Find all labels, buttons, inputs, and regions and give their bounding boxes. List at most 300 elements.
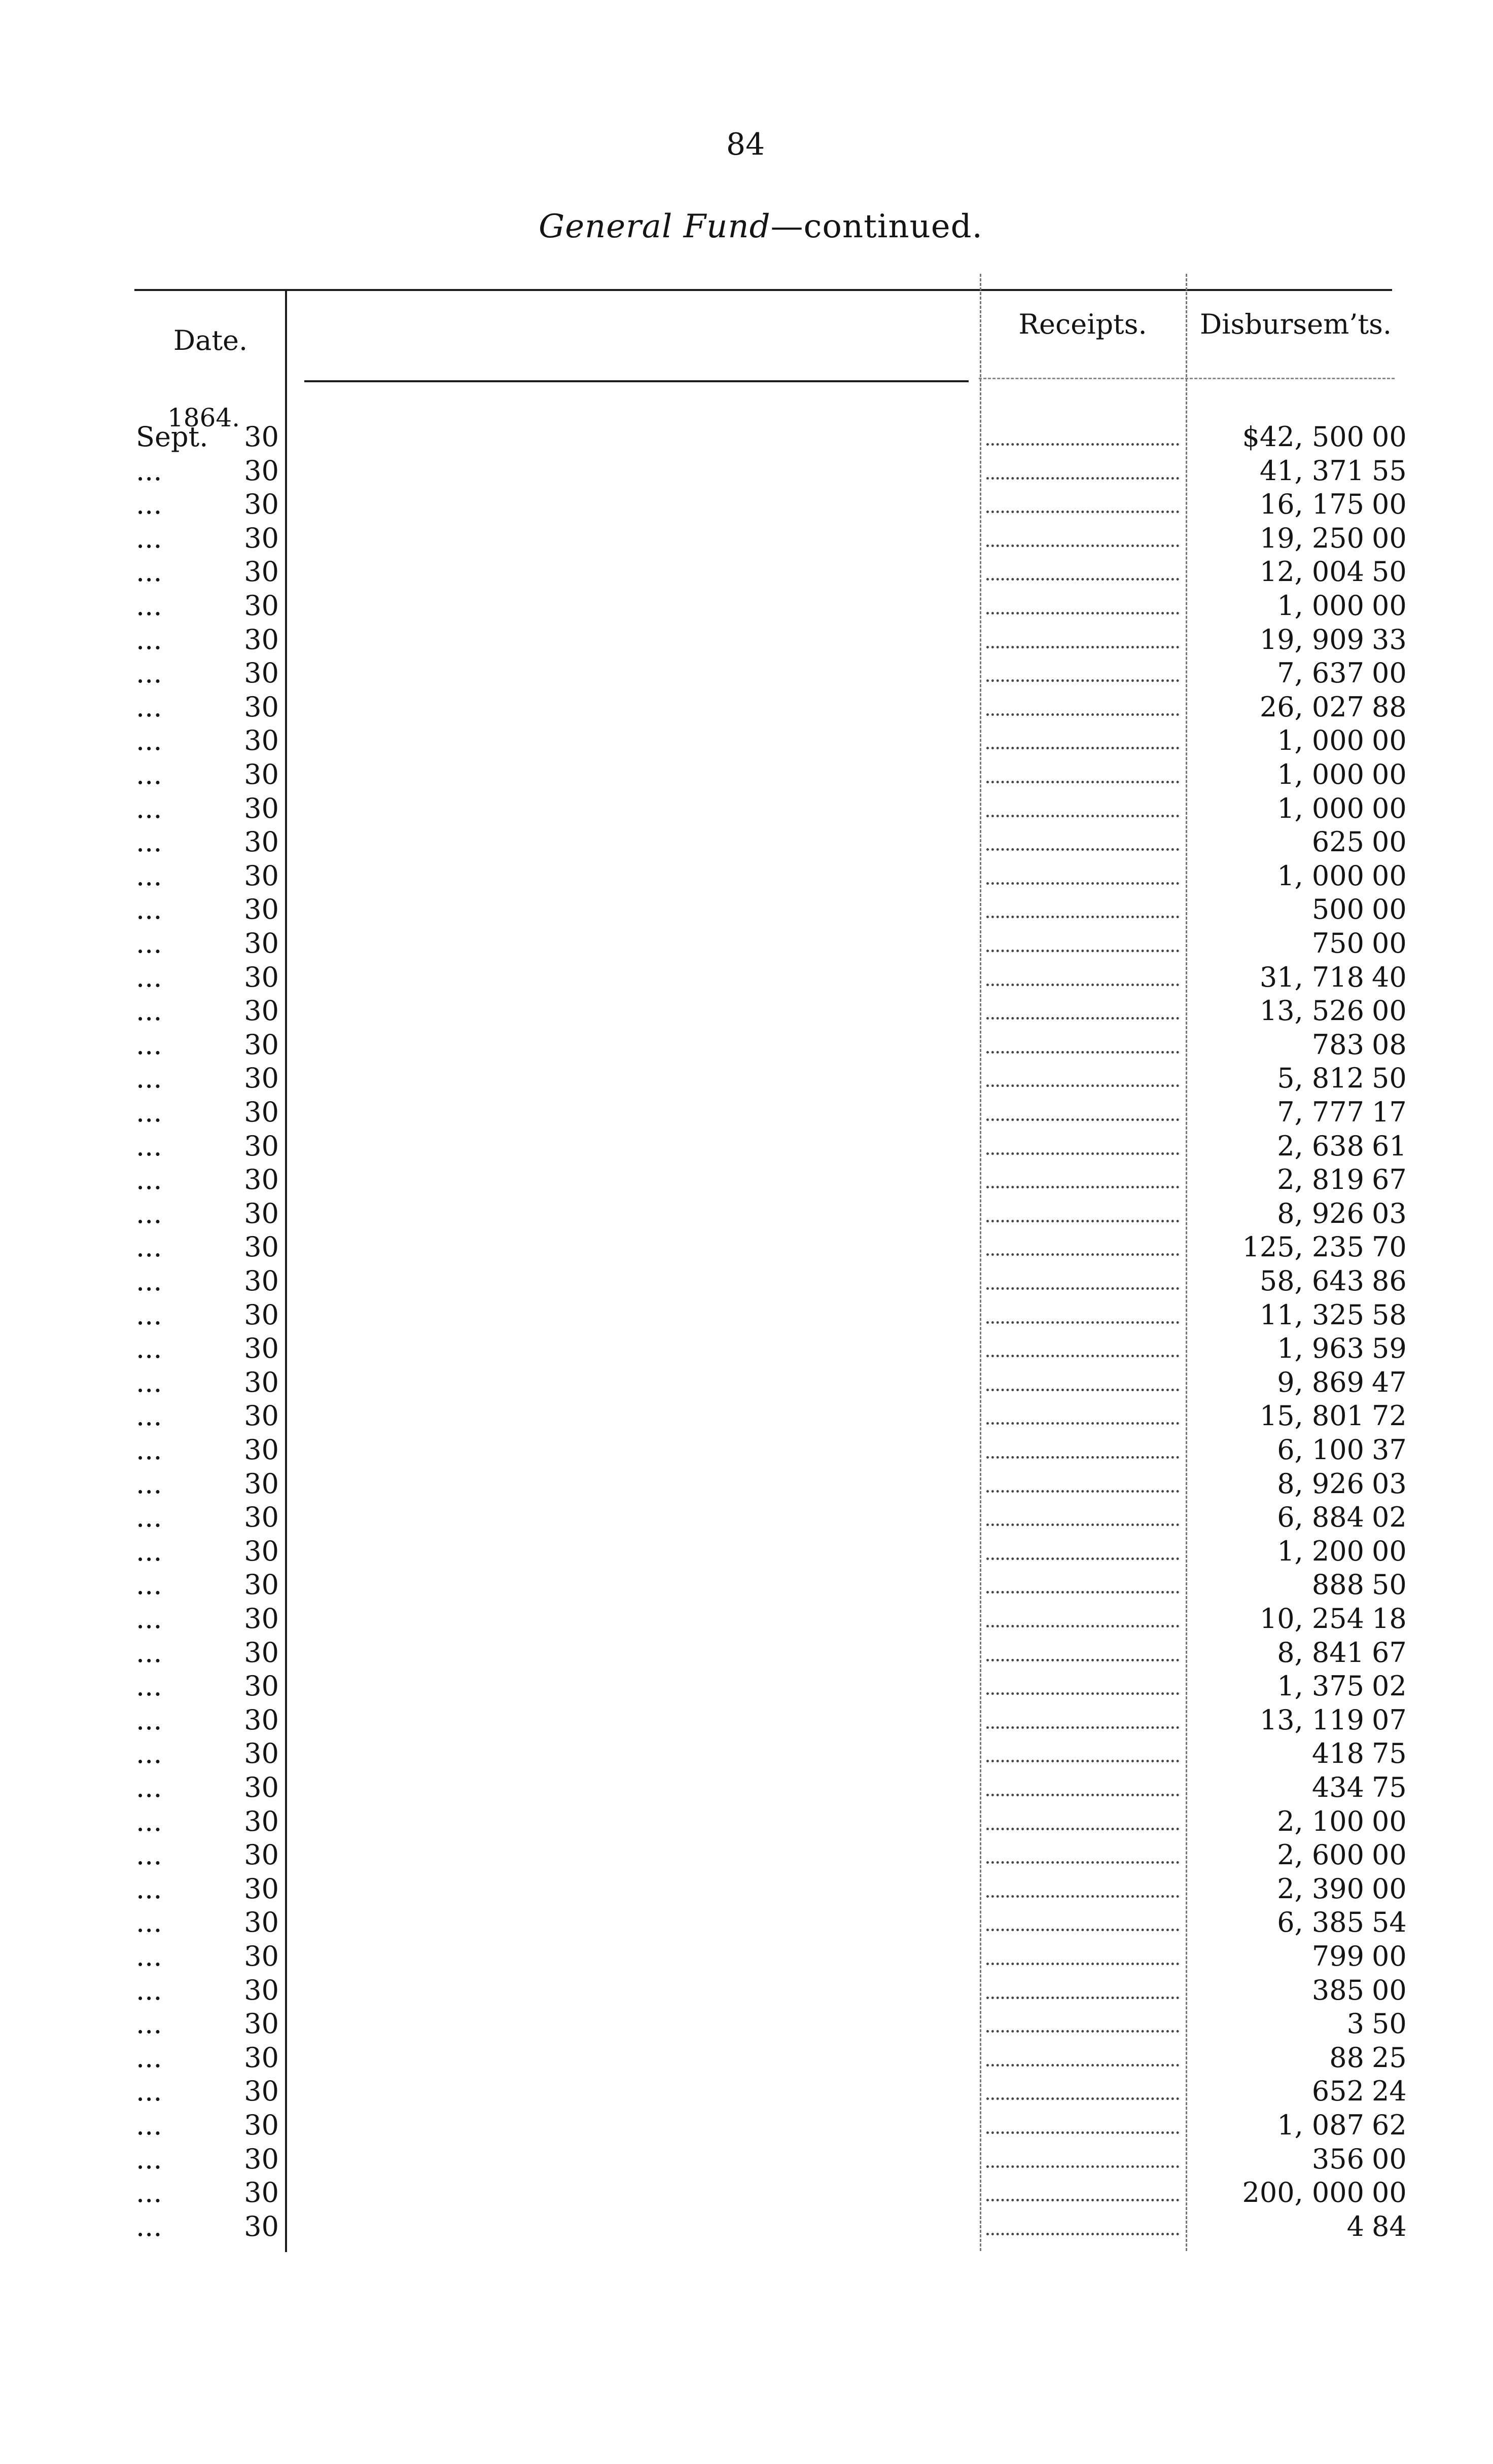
row-cents: 07	[1372, 1704, 1407, 1736]
ledger-row	[0, 723, 1493, 757]
ledger-row	[0, 1467, 1493, 1501]
row-month: ...	[136, 1298, 162, 1331]
row-dollars: 4	[1346, 2210, 1364, 2242]
receipts-blank	[986, 1794, 1179, 1796]
ledger-row	[0, 1939, 1493, 1973]
row-month: ...	[136, 2177, 162, 2209]
row-dollars: 418	[1311, 1737, 1364, 1770]
row-month: ...	[136, 1231, 162, 1263]
row-dollars: 434	[1311, 1771, 1364, 1803]
row-cents: 00	[1372, 421, 1407, 453]
receipts-blank	[986, 916, 1179, 918]
receipts-blank	[986, 646, 1179, 648]
row-cents: 62	[1372, 2109, 1407, 2141]
row-cents: 18	[1372, 1603, 1407, 1635]
row-cents: 67	[1372, 1164, 1407, 1196]
ledger-row	[0, 1399, 1493, 1433]
row-day: 30	[244, 1028, 279, 1061]
row-cents: 58	[1372, 1298, 1407, 1331]
row-day: 30	[244, 826, 279, 858]
row-day: 30	[244, 758, 279, 790]
ledger-row	[0, 2108, 1493, 2142]
row-cents: 00	[1372, 893, 1407, 926]
ledger-row	[0, 1838, 1493, 1872]
row-dollars: 625	[1311, 826, 1364, 858]
receipts-blank	[986, 679, 1179, 682]
row-day: 30	[244, 1603, 279, 1635]
ledger-row	[0, 2007, 1493, 2041]
row-day: 30	[244, 1265, 279, 1297]
ledger-row	[0, 1095, 1493, 1129]
row-dollars: 13, 526	[1259, 995, 1364, 1027]
ledger-row	[0, 1534, 1493, 1568]
row-dollars: 15, 801	[1259, 1400, 1364, 1432]
row-cents: 88	[1372, 691, 1407, 723]
receipts-blank	[986, 984, 1179, 986]
top-rule	[134, 289, 1392, 291]
row-day: 30	[244, 691, 279, 723]
row-month: ...	[136, 1265, 162, 1297]
receipts-blank	[986, 2030, 1179, 2033]
row-day: 30	[244, 1434, 279, 1466]
row-dollars: 9, 869	[1277, 1366, 1364, 1398]
receipts-blank	[986, 612, 1179, 614]
row-cents: 33	[1372, 623, 1407, 656]
receipts-blank	[986, 1524, 1179, 1526]
row-cents: 70	[1372, 1231, 1407, 1263]
ledger-row	[0, 454, 1493, 488]
row-dollars: 8, 926	[1277, 1467, 1364, 1500]
row-month: ...	[136, 1501, 162, 1534]
ledger-row	[0, 420, 1493, 454]
ledger-row	[0, 1602, 1493, 1636]
row-cents: 00	[1372, 488, 1407, 521]
row-day: 30	[244, 2075, 279, 2108]
receipts-blank	[986, 1152, 1179, 1155]
receipts-blank	[986, 781, 1179, 783]
row-cents: 54	[1372, 1906, 1407, 1939]
ledger-row	[0, 1197, 1493, 1230]
row-dollars: 500	[1311, 893, 1364, 926]
row-dollars: 2, 638	[1277, 1130, 1364, 1162]
ledger-row	[0, 1736, 1493, 1770]
row-day: 30	[244, 1164, 279, 1196]
ledger-row	[0, 825, 1493, 859]
receipts-blank	[986, 1422, 1179, 1425]
receipts-blank	[986, 950, 1179, 952]
row-day: 30	[244, 2210, 279, 2242]
row-month: ...	[136, 522, 162, 554]
row-day: 30	[244, 792, 279, 824]
row-dollars: 6, 100	[1277, 1434, 1364, 1466]
row-month: ...	[136, 691, 162, 723]
year-label: 1864.	[167, 403, 240, 432]
row-cents: 24	[1372, 2075, 1407, 2108]
ledger-row	[0, 1500, 1493, 1534]
ledger-row	[0, 926, 1493, 960]
row-month: ...	[136, 1771, 162, 1803]
ledger-row	[0, 623, 1493, 657]
row-month: ...	[136, 1670, 162, 1702]
receipts-blank	[986, 1321, 1179, 1324]
row-month: ...	[136, 1400, 162, 1432]
row-month: ...	[136, 1636, 162, 1669]
row-cents: 00	[1372, 1839, 1407, 1871]
receipts-blank	[986, 1895, 1179, 1898]
row-day: 30	[244, 1670, 279, 1702]
row-month: ...	[136, 1704, 162, 1736]
row-dollars: $42, 500	[1242, 421, 1364, 453]
row-day: 30	[244, 961, 279, 993]
ledger-row	[0, 2209, 1493, 2243]
row-day: 30	[244, 1332, 279, 1365]
ledger-row	[0, 1636, 1493, 1670]
row-month: ...	[136, 792, 162, 824]
row-day: 30	[244, 1872, 279, 1905]
row-cents: 47	[1372, 1366, 1407, 1398]
row-month: ...	[136, 590, 162, 622]
receipts-blank	[986, 1692, 1179, 1695]
ledger-row	[0, 1804, 1493, 1838]
row-day: 30	[244, 1771, 279, 1803]
row-day: 30	[244, 454, 279, 487]
row-dollars: 1, 000	[1277, 590, 1364, 622]
ledger-row	[0, 1669, 1493, 1703]
ledger-row	[0, 656, 1493, 690]
row-month: ...	[136, 1603, 162, 1635]
row-dollars: 2, 819	[1277, 1164, 1364, 1196]
row-dollars: 88	[1329, 2041, 1364, 2074]
row-day: 30	[244, 1197, 279, 1229]
page-number: 84	[726, 127, 765, 162]
receipts-blank	[986, 1625, 1179, 1627]
row-dollars: 19, 909	[1259, 623, 1364, 656]
row-dollars: 2, 100	[1277, 1805, 1364, 1837]
row-dollars: 58, 643	[1259, 1265, 1364, 1297]
row-dollars: 7, 637	[1277, 657, 1364, 690]
receipts-blank	[986, 1118, 1179, 1121]
row-day: 30	[244, 1940, 279, 1972]
ledger-row	[0, 1264, 1493, 1298]
row-month: ...	[136, 893, 162, 926]
receipts-blank	[986, 815, 1179, 817]
row-day: 30	[244, 2177, 279, 2209]
row-cents: 67	[1372, 1636, 1407, 1669]
ledger-row	[0, 1298, 1493, 1332]
row-month: ...	[136, 2210, 162, 2242]
row-month: ...	[136, 454, 162, 487]
ledger-row	[0, 1770, 1493, 1804]
row-month: ...	[136, 1332, 162, 1365]
row-month: ...	[136, 961, 162, 993]
ledger-row	[0, 487, 1493, 521]
receipts-blank	[986, 1997, 1179, 1999]
receipts-blank	[986, 443, 1179, 446]
row-month: ...	[136, 1839, 162, 1871]
receipts-blank	[986, 1591, 1179, 1593]
receipts-blank	[986, 2199, 1179, 2201]
row-day: 30	[244, 1974, 279, 2006]
ledger-row	[0, 2074, 1493, 2108]
row-day: 30	[244, 995, 279, 1027]
receipts-blank	[986, 1287, 1179, 1290]
row-cents: 84	[1372, 2210, 1407, 2242]
row-cents: 03	[1372, 1467, 1407, 1500]
row-day: 30	[244, 1636, 279, 1669]
row-month: ...	[136, 1062, 162, 1095]
ledger-row	[0, 589, 1493, 623]
row-cents: 72	[1372, 1400, 1407, 1432]
row-month: ...	[136, 1940, 162, 1972]
row-day: 30	[244, 1400, 279, 1432]
receipts-blank	[986, 1557, 1179, 1560]
row-dollars: 16, 175	[1259, 488, 1364, 521]
ledger-row	[0, 1905, 1493, 1939]
receipts-blank	[986, 2233, 1179, 2235]
ledger-row	[0, 1872, 1493, 1906]
row-dollars: 200, 000	[1242, 2177, 1364, 2209]
row-month: ...	[136, 2075, 162, 2108]
row-month: ...	[136, 1164, 162, 1196]
receipts-blank	[986, 747, 1179, 749]
row-month: ...	[136, 1434, 162, 1466]
row-dollars: 125, 235	[1242, 1231, 1364, 1263]
row-dollars: 1, 000	[1277, 792, 1364, 824]
row-cents: 00	[1372, 927, 1407, 959]
row-day: 30	[244, 590, 279, 622]
ledger-row	[0, 1433, 1493, 1467]
ledger-row	[0, 1331, 1493, 1365]
row-month: ...	[136, 2109, 162, 2141]
row-dollars: 1, 200	[1277, 1535, 1364, 1567]
ledger-row	[0, 1028, 1493, 1062]
row-day: 30	[244, 724, 279, 757]
row-month: ...	[136, 1805, 162, 1837]
row-day: 30	[244, 1704, 279, 1736]
row-cents: 75	[1372, 1737, 1407, 1770]
row-dollars: 10, 254	[1259, 1603, 1364, 1635]
row-dollars: 1, 000	[1277, 724, 1364, 757]
receipts-blank	[986, 2097, 1179, 2100]
receipts-blank	[986, 1084, 1179, 1087]
receipts-blank	[986, 2131, 1179, 2134]
row-cents: 55	[1372, 454, 1407, 487]
row-dollars: 8, 841	[1277, 1636, 1364, 1669]
row-day: 30	[244, 1062, 279, 1095]
ledger-row	[0, 555, 1493, 589]
row-day: 30	[244, 1569, 279, 1601]
row-dollars: 6, 385	[1277, 1906, 1364, 1939]
row-month: ...	[136, 1197, 162, 1229]
title-rest: —continued.	[770, 208, 983, 245]
row-cents: 50	[1372, 2008, 1407, 2040]
row-dollars: 783	[1311, 1028, 1364, 1061]
ledger-row	[0, 521, 1493, 555]
row-cents: 00	[1372, 657, 1407, 690]
row-day: 30	[244, 488, 279, 521]
row-month: ...	[136, 995, 162, 1027]
receipts-blank	[986, 1963, 1179, 1965]
row-cents: 86	[1372, 1265, 1407, 1297]
row-cents: 00	[1372, 2143, 1407, 2175]
row-day: 30	[244, 1805, 279, 1837]
row-day: 30	[244, 522, 279, 554]
row-dollars: 31, 718	[1259, 961, 1364, 993]
row-month: ...	[136, 488, 162, 521]
row-dollars: 888	[1311, 1569, 1364, 1601]
row-day: 30	[244, 1467, 279, 1500]
row-dollars: 8, 926	[1277, 1197, 1364, 1229]
row-cents: 00	[1372, 792, 1407, 824]
row-day: 30	[244, 556, 279, 588]
row-day: 30	[244, 927, 279, 959]
ledger-row	[0, 1365, 1493, 1399]
row-dollars: 2, 390	[1277, 1872, 1364, 1905]
ledger-row	[0, 960, 1493, 994]
row-dollars: 19, 250	[1259, 522, 1364, 554]
receipts-blank	[986, 1051, 1179, 1054]
row-dollars: 6, 884	[1277, 1501, 1364, 1534]
row-day: 30	[244, 1501, 279, 1534]
row-month: ...	[136, 2008, 162, 2040]
title-italic: General Fund	[539, 208, 771, 245]
receipts-blank	[986, 1389, 1179, 1391]
row-day: 30	[244, 1366, 279, 1398]
row-cents: 00	[1372, 1535, 1407, 1567]
row-cents: 50	[1372, 1062, 1407, 1095]
receipts-blank	[986, 848, 1179, 851]
receipts-blank	[986, 1017, 1179, 1020]
row-cents: 00	[1372, 522, 1407, 554]
ledger-row	[0, 859, 1493, 893]
row-month: ...	[136, 623, 162, 656]
row-month: ...	[136, 1974, 162, 2006]
row-cents: 40	[1372, 961, 1407, 993]
row-cents: 25	[1372, 2041, 1407, 2074]
row-dollars: 1, 963	[1277, 1332, 1364, 1365]
row-month: ...	[136, 556, 162, 588]
date-header: Date.	[173, 324, 248, 356]
row-month: ...	[136, 1467, 162, 1500]
row-month: ...	[136, 1130, 162, 1162]
receipts-blank	[986, 1861, 1179, 1864]
row-day: 30	[244, 421, 279, 453]
row-dollars: 3	[1346, 2008, 1364, 2040]
row-month: ...	[136, 1872, 162, 1905]
receipts-blank	[986, 1490, 1179, 1493]
row-dollars: 12, 004	[1259, 556, 1364, 588]
row-dollars: 41, 371	[1259, 454, 1364, 487]
receipts-blank	[986, 545, 1179, 547]
receipts-blank	[986, 1456, 1179, 1459]
row-month: ...	[136, 1366, 162, 1398]
page-title	[254, 208, 1268, 245]
row-dollars: 1, 087	[1277, 2109, 1364, 2141]
row-month: ...	[136, 724, 162, 757]
row-day: 30	[244, 2008, 279, 2040]
row-day: 30	[244, 1298, 279, 1331]
receipts-blank	[986, 713, 1179, 716]
row-dollars: 1, 000	[1277, 859, 1364, 892]
row-month: ...	[136, 1096, 162, 1128]
receipts-blank	[986, 511, 1179, 513]
row-month: ...	[136, 657, 162, 690]
receipts-blank	[986, 477, 1179, 480]
receipts-header: Receipts.	[1018, 308, 1147, 340]
row-day: 30	[244, 1130, 279, 1162]
row-cents: 00	[1372, 590, 1407, 622]
receipts-blank	[986, 1760, 1179, 1762]
row-day: 30	[244, 1839, 279, 1871]
row-day: 30	[244, 1737, 279, 1770]
row-month: Sept.	[136, 421, 208, 453]
row-cents: 00	[1372, 859, 1407, 892]
row-month: ...	[136, 1028, 162, 1061]
row-day: 30	[244, 2041, 279, 2074]
ledger-row	[0, 1129, 1493, 1163]
ledger-row	[0, 1230, 1493, 1264]
header-underline	[304, 380, 969, 382]
row-day: 30	[244, 893, 279, 926]
row-dollars: 11, 325	[1259, 1298, 1364, 1331]
row-cents: 03	[1372, 1197, 1407, 1229]
row-month: ...	[136, 927, 162, 959]
ledger-row	[0, 2142, 1493, 2176]
row-dollars: 5, 812	[1277, 1062, 1364, 1095]
ledger-row	[0, 690, 1493, 724]
row-cents: 50	[1372, 556, 1407, 588]
receipts-blank	[986, 2064, 1179, 2067]
row-dollars: 13, 119	[1259, 1704, 1364, 1736]
row-day: 30	[244, 859, 279, 892]
receipts-blank	[986, 882, 1179, 885]
row-dollars: 1, 375	[1277, 1670, 1364, 1702]
row-day: 30	[244, 1096, 279, 1128]
row-cents: 50	[1372, 1569, 1407, 1601]
receipts-blank	[986, 1186, 1179, 1188]
disbursements-header: Disbursem’ts.	[1199, 308, 1392, 340]
receipts-blank	[986, 1355, 1179, 1357]
ledger-row	[0, 1568, 1493, 1602]
row-cents: 08	[1372, 1028, 1407, 1061]
row-day: 30	[244, 623, 279, 656]
row-cents: 00	[1372, 1872, 1407, 1905]
row-dollars: 1, 000	[1277, 758, 1364, 790]
ledger-row	[0, 757, 1493, 791]
row-day: 30	[244, 1535, 279, 1567]
row-day: 30	[244, 1906, 279, 1939]
ledger-row	[0, 994, 1493, 1028]
row-day: 30	[244, 1231, 279, 1263]
receipts-blank	[986, 1929, 1179, 1931]
row-cents: 00	[1372, 1940, 1407, 1972]
row-cents: 00	[1372, 2177, 1407, 2209]
receipts-blank	[986, 1659, 1179, 1661]
row-day: 30	[244, 657, 279, 690]
row-day: 30	[244, 2143, 279, 2175]
row-cents: 75	[1372, 1771, 1407, 1803]
row-dollars: 652	[1311, 2075, 1364, 2108]
ledger-row	[0, 1061, 1493, 1095]
row-month: ...	[136, 1535, 162, 1567]
row-dollars: 750	[1311, 927, 1364, 959]
ledger-row	[0, 2176, 1493, 2209]
row-cents: 37	[1372, 1434, 1407, 1466]
row-cents: 00	[1372, 758, 1407, 790]
receipts-blank	[986, 1726, 1179, 1729]
row-month: ...	[136, 859, 162, 892]
row-month: ...	[136, 1737, 162, 1770]
